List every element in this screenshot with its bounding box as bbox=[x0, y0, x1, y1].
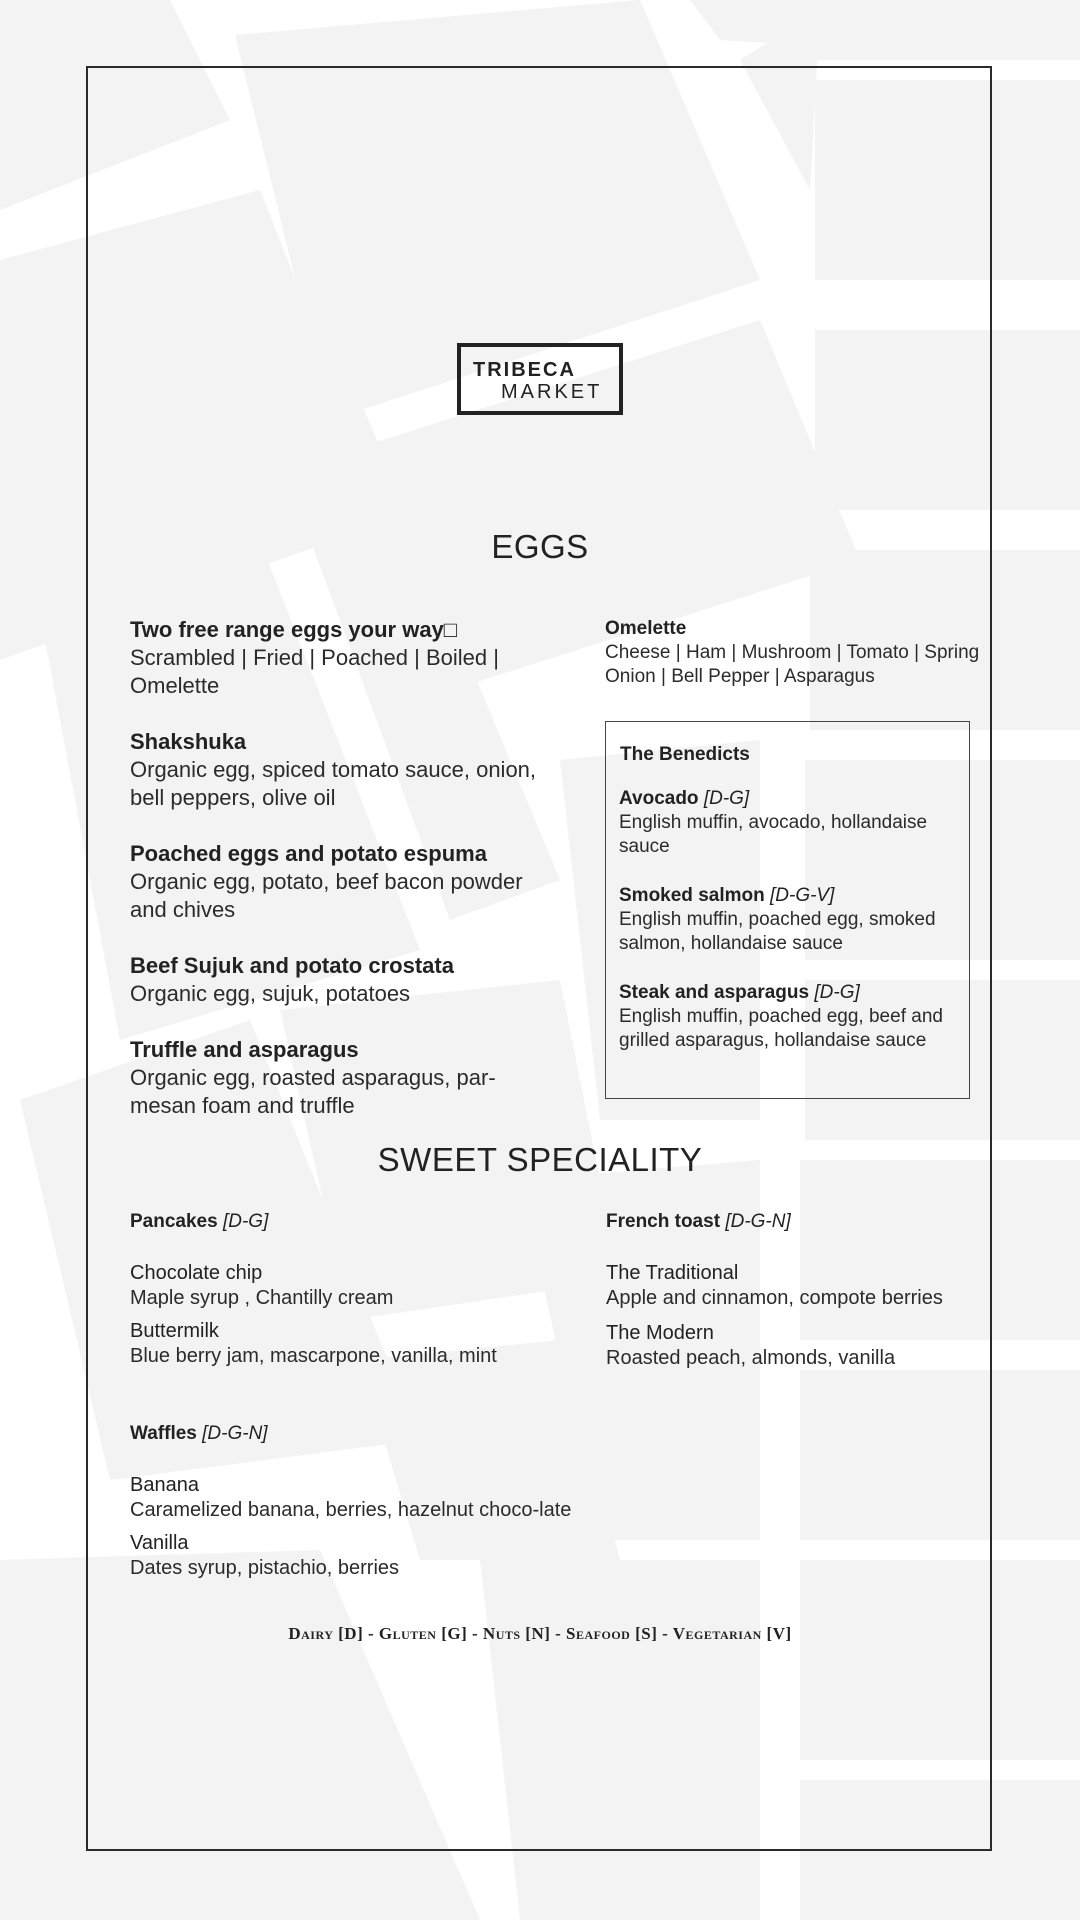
menu-item-name: Truffle and asparagus bbox=[130, 1037, 359, 1062]
menu-item-french-toast bbox=[606, 1210, 996, 1371]
variant-name: Chocolate chip bbox=[130, 1262, 263, 1284]
menu-item-name bbox=[130, 1210, 570, 1234]
allergen-tag: [D-G-V] bbox=[770, 885, 835, 906]
item-title: Smoked salmon bbox=[619, 885, 765, 906]
benedicts-title: The Benedicts bbox=[620, 744, 750, 765]
menu-item-desc: Organic egg, roasted asparagus, par-mesan foam and truffle bbox=[130, 1065, 496, 1118]
menu-item bbox=[619, 981, 964, 1053]
menu-item-name: Shakshuka bbox=[130, 729, 247, 754]
menu-item-desc: Organic egg, potato, beef bacon powder and chives bbox=[130, 869, 523, 922]
brand-name-line2: MARKET bbox=[501, 381, 603, 403]
variant-name: Vanilla bbox=[130, 1532, 189, 1554]
menu-item bbox=[130, 616, 560, 700]
item-title: French toast bbox=[606, 1211, 721, 1232]
item-title: Waffles bbox=[130, 1423, 197, 1444]
variant-desc: Maple syrup , Chantilly cream bbox=[130, 1287, 394, 1309]
menu-item-name bbox=[619, 981, 964, 1005]
allergen-tag: [D-G] bbox=[222, 1211, 269, 1232]
brand-logo bbox=[457, 343, 623, 415]
menu-item-omelette bbox=[605, 617, 995, 689]
sweet-section-title: SWEET SPECIALITY bbox=[377, 1141, 703, 1178]
eggs-section-title: EGGS bbox=[491, 528, 589, 565]
menu-item-name bbox=[619, 884, 964, 908]
variant-name: The Modern bbox=[606, 1322, 714, 1344]
brand-name-line1: TRIBECA bbox=[473, 359, 576, 381]
menu-item bbox=[130, 728, 540, 812]
allergen-legend: Dairy [D] - Gluten [G] - Nuts [N] - Seafood [S] - Vegetarian [V] bbox=[288, 1624, 792, 1643]
variant-desc: Caramelized banana, berries, hazelnut choco-late bbox=[130, 1499, 572, 1521]
allergen-tag: [D-G] bbox=[814, 982, 860, 1003]
menu-item-waffles bbox=[130, 1422, 585, 1581]
menu-item-name: Beef Sujuk and potato crostata bbox=[130, 953, 454, 978]
menu-item-name: Two free range eggs your way□ bbox=[130, 617, 458, 642]
menu-item bbox=[130, 840, 540, 924]
item-title: Steak and asparagus bbox=[619, 982, 810, 1003]
menu-item-desc: English muffin, poached egg, smoked salmon, hollandaise sauce bbox=[619, 909, 936, 954]
variant-desc: Blue berry jam, mascarpone, vanilla, mint bbox=[130, 1345, 497, 1367]
allergen-tag: [D-G] bbox=[703, 788, 750, 809]
allergen-tag: [D-G-N] bbox=[202, 1423, 268, 1444]
menu-item-desc: Scrambled | Fried | Poached | Boiled | Omelette bbox=[130, 645, 499, 698]
variant-name: The Traditional bbox=[606, 1262, 739, 1284]
menu-item-name: Omelette bbox=[605, 618, 687, 639]
variant-desc: Roasted peach, almonds, vanilla bbox=[606, 1347, 896, 1369]
menu-item-desc: Organic egg, spiced tomato sauce, onion, bell peppers, olive oil bbox=[130, 757, 537, 810]
menu-item-desc: English muffin, poached egg, beef and grilled asparagus, hollandaise sauce bbox=[619, 1006, 943, 1051]
menu-item-desc: English muffin, avocado, hollandaise sauce bbox=[619, 812, 928, 857]
menu-item-name bbox=[619, 787, 964, 811]
menu-item bbox=[619, 884, 964, 956]
item-title: Avocado bbox=[619, 788, 699, 809]
menu-item bbox=[619, 787, 964, 859]
menu-item-name: Poached eggs and potato espuma bbox=[130, 841, 487, 866]
menu-item-desc: Cheese | Ham | Mushroom | Tomato | Spring Onion | Bell Pepper | Asparagus bbox=[605, 642, 980, 687]
item-title: Pancakes bbox=[130, 1211, 218, 1232]
menu-item-name bbox=[130, 1422, 585, 1446]
variant-name: Buttermilk bbox=[130, 1320, 219, 1342]
variant-desc: Apple and cinnamon, compote berries bbox=[606, 1287, 943, 1309]
menu-item bbox=[130, 952, 560, 1008]
menu-item-desc: Organic egg, sujuk, potatoes bbox=[130, 981, 411, 1006]
menu-item-pancakes bbox=[130, 1210, 570, 1369]
menu-item bbox=[130, 1036, 540, 1120]
variant-desc: Dates syrup, pistachio, berries bbox=[130, 1557, 400, 1579]
allergen-tag: [D-G-N] bbox=[725, 1211, 791, 1232]
menu-item-name bbox=[606, 1210, 996, 1234]
variant-name: Banana bbox=[130, 1474, 199, 1496]
